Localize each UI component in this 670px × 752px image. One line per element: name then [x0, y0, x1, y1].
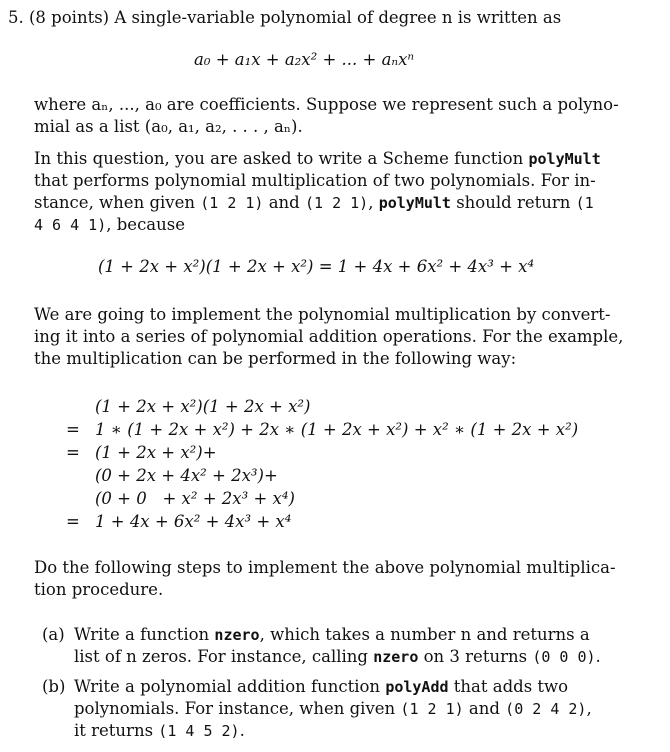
subtask-b-label: (b) [42, 677, 66, 696]
para1-line-3: stance, when given (1 2 1) and (1 2 1), polyMult should return (1 [34, 193, 594, 212]
code-example-1: (1 2 1) [200, 194, 264, 212]
code-zeros: (0 0 0) [532, 648, 596, 666]
para1-line-2: that performs polynomial multiplication of two polynomials. For in- [34, 171, 596, 190]
code-polymult: polyMult [528, 150, 601, 168]
subtask-a-line-1: Write a function nzero, which takes a number n and returns a [74, 625, 590, 644]
code-polymult-2: polyMult [378, 194, 451, 212]
problem-points: (8 points) [29, 8, 110, 27]
para2-line-3: the multiplication can be performed in the following way: [34, 349, 517, 368]
polynomial-display-equation: a₀ + a₁x + a₂x² + ... + aₙxⁿ [194, 50, 415, 69]
subtask-a-label: (a) [42, 625, 65, 644]
problem-header [8, 8, 561, 27]
code-result-start: (1 [575, 194, 594, 212]
code-polyadd: polyAdd [385, 678, 449, 696]
code-nzero-2: nzero [373, 648, 419, 666]
code-result-end: 4 6 4 1) [34, 216, 107, 234]
code-polyadd-arg1: (1 2 1) [400, 700, 464, 718]
because-equation: (1 + 2x + x²)(1 + 2x + x²) = 1 + 4x + 6x² + 4x³ + x⁴ [98, 257, 535, 276]
para3-line-2: tion procedure. [34, 580, 164, 599]
subtask-a-line-2: list of n zeros. For instance, calling nzero on 3 returns (0 0 0). [74, 647, 601, 666]
code-example-2: (1 2 1) [305, 194, 369, 212]
subtask-b-line-3: it returns (1 4 5 2). [74, 721, 245, 740]
where-line-1: where aₙ, ..., a₀ are coefficients. Suppose we represent such a polyno- [34, 95, 619, 114]
code-polyadd-result: (1 4 5 2) [158, 722, 240, 740]
problem-intro: A single-variable polynomial of degree n is written as [114, 8, 562, 27]
code-polyadd-arg2: (0 2 4 2) [505, 700, 587, 718]
para1-line-4: 4 6 4 1), because [34, 215, 186, 234]
subtask-b-line-2: polynomials. For instance, when given (1 2 1) and (0 2 4 2), [74, 699, 592, 718]
problem-number: 5. [8, 8, 24, 27]
code-nzero: nzero [214, 626, 260, 644]
para2-line-2: ing it into a series of polynomial addition operations. For the example, [34, 327, 624, 346]
para1-line-1: In this question, you are asked to write a Scheme function polyMult [34, 149, 601, 168]
where-line-2: mial as a list (a₀, a₁, a₂, . . . , aₙ). [34, 117, 303, 136]
subtask-b-line-1: Write a polynomial addition function polyAdd that adds two [74, 677, 569, 696]
para3-line-1: Do the following steps to implement the above polynomial multiplica- [34, 558, 616, 577]
para2-line-1: We are going to implement the polynomial multiplication by convert- [34, 305, 611, 324]
